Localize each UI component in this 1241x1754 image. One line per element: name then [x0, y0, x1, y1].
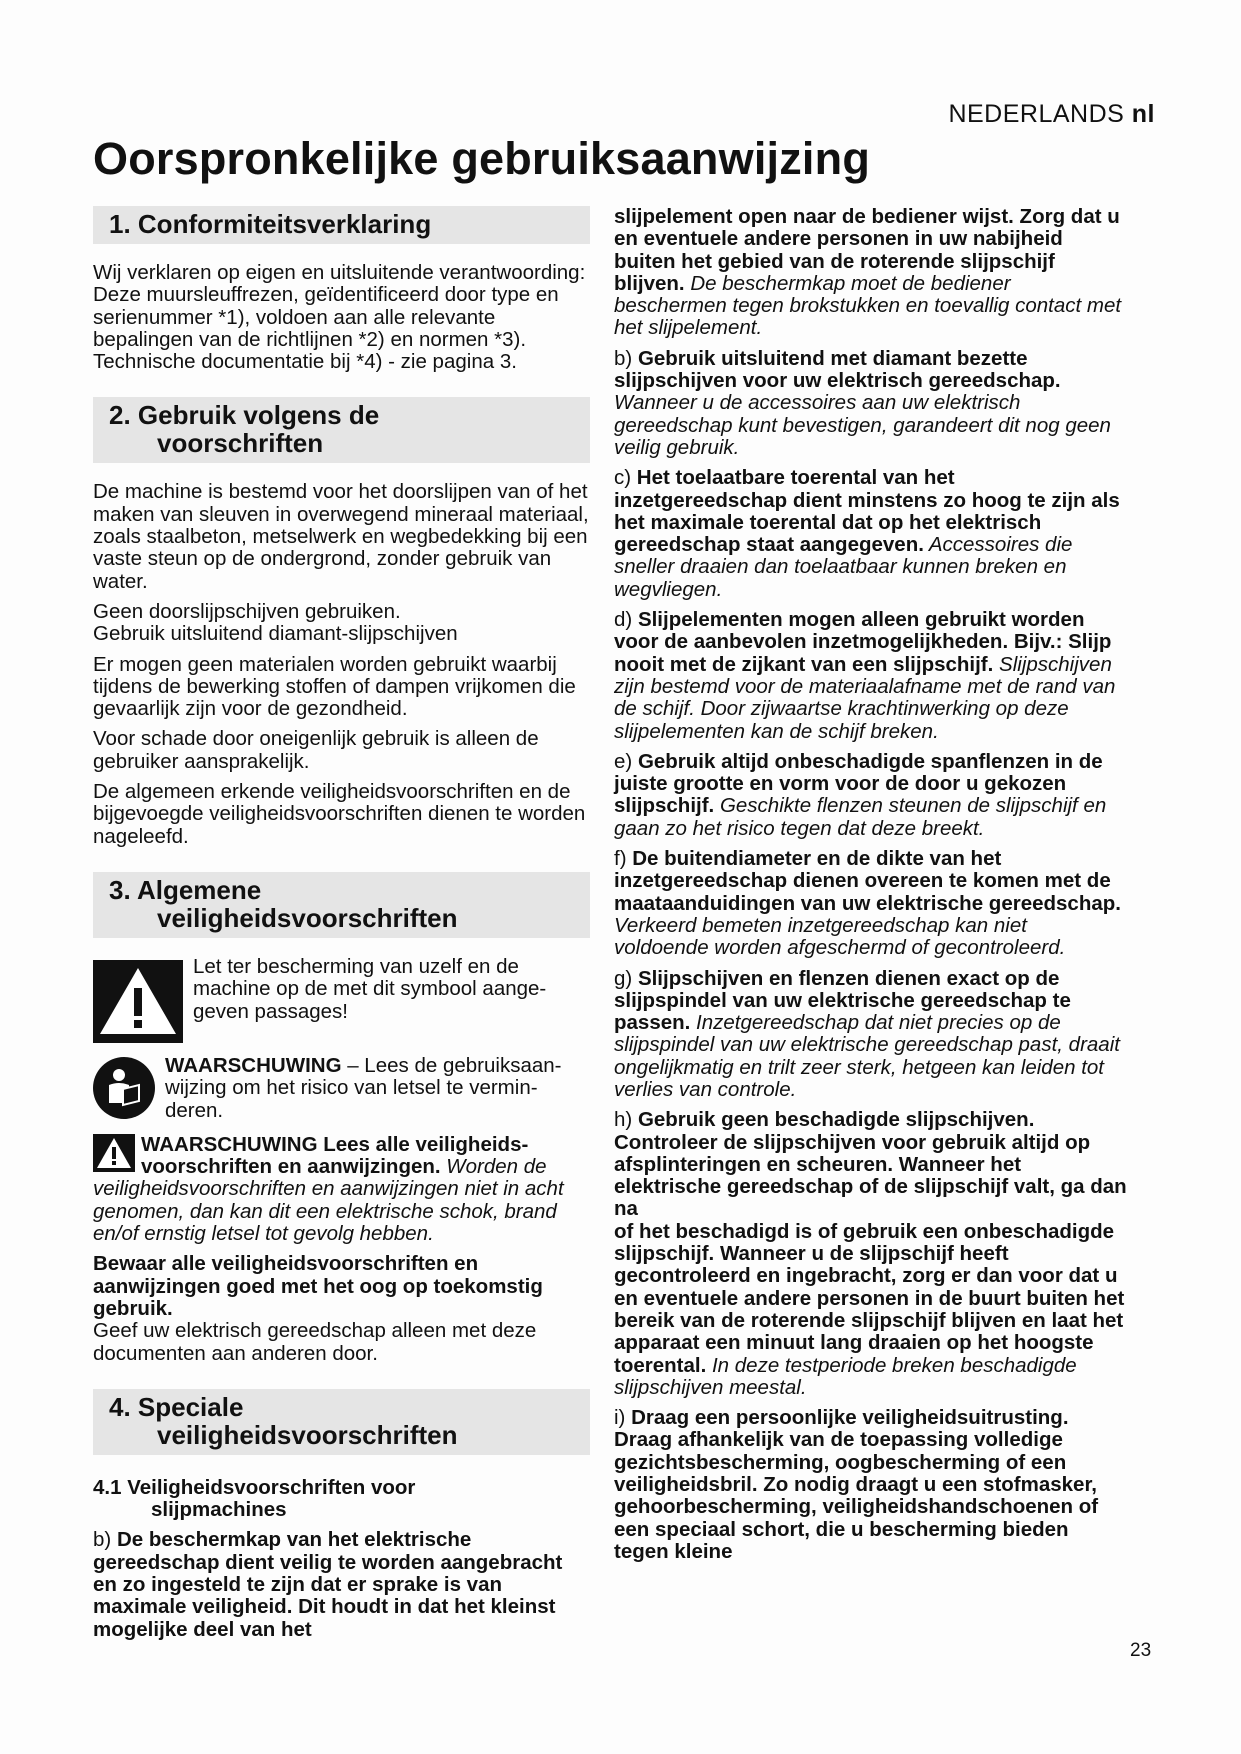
- symbol-note-text: Let ter bescherming van uzelf en de machine op de met dit symbool aange-geven passages!: [193, 954, 547, 1023]
- item-f-label: f): [614, 847, 633, 871]
- warning-triangle-icon: [93, 960, 183, 1043]
- item-c-label: c): [614, 466, 637, 490]
- item-e-label: e): [614, 749, 638, 773]
- section-2-title-line2: voorschriften: [157, 428, 324, 459]
- section-1-heading: [93, 206, 590, 244]
- item-i-bold: Draag een persoonlijke veiligheidsuitrusting. Draag afhankelijk van de toepassing volledige gezichtsbescherming, oogbescherming of een veiligheidsbril. Zo nodig draagt u een stofmasker, gehoorbescherming, veiligheidshandschoenen of een speciaal schort, die u bescherming bieden tegen kleine: [614, 1406, 1099, 1563]
- section-4-title-line2: veiligheidsvoorschriften: [157, 1419, 458, 1450]
- regulations-text: De algemeen erkende veiligheidsvoorschriften en de bijgevoegde veiligheidsvoorschriften dienen te worden nageleefd.: [93, 780, 586, 848]
- item-c-italic: Accessoires die sneller draaien dan toelaatbaar kunnen breken en wegvliegen.: [614, 533, 1073, 601]
- item-c-speed: [614, 467, 1127, 601]
- section-2-title-line1: 2. Gebruik volgens de: [109, 400, 380, 431]
- item-d-usage: [614, 609, 1127, 743]
- item-b-label: b): [93, 1528, 117, 1552]
- right-column: [614, 206, 1127, 1571]
- read-manual-icon: [93, 1057, 155, 1119]
- guard-continued-bold: slijpelement open naar de bediener wijst. Zorg dat u en eventuele andere personen in uw nabijheid buiten het gebied van de roterende slijpschijf blijven.: [614, 205, 1120, 295]
- item-e-italic: Geschikte flenzen steunen de slijpschijf en gaan zo het risico tegen dat deze breekt.: [614, 794, 1107, 840]
- subsection-4-1-line2: slijpmachines: [151, 1498, 287, 1522]
- language-code: nl: [1131, 100, 1155, 128]
- item-h-label: h): [614, 1108, 638, 1132]
- keep-instructions-bold: Bewaar alle veiligheidsvoorschriften en aanwijzingen goed met het oog op toekomstig gebruik.: [93, 1252, 543, 1320]
- disc-note-line1: Geen doorslijpschijven gebruiken.: [93, 599, 401, 623]
- item-f-diameter: [614, 848, 1127, 959]
- item-g-label: g): [614, 966, 638, 990]
- materials-text: Er mogen geen materialen worden gebruikt waarbij tijdens de bewerking stoffen of dampen vrijkomen die gevaarlijk zijn voor de gezondheid.: [93, 652, 576, 721]
- warning-2-paragraph: [93, 1134, 590, 1245]
- conformity-text: Wij verklaren op eigen en uitsluitende verantwoording: Deze muursleuffrezen, geïdentificeerd door type en serienummer *1), voldoen aan alle relevante bepalingen van de richtlijnen *2) en normen *3). Technische documentatie bij *4) - zie pagina 3.: [93, 261, 586, 374]
- page-title: Oorspronkelijke gebruiksaanwijzing: [93, 133, 871, 184]
- item-h-italic: In deze testperiode breken beschadigde slijpschijven meestal.: [614, 1353, 1077, 1399]
- item-b-diamond-italic: Wanneer u de accessoires aan uw elektrisch gereedschap kunt bevestigen, garandeert dit nog geen veilig gebruik.: [614, 391, 1111, 459]
- item-g-spindle: [614, 968, 1127, 1102]
- small-warning-triangle-icon: [93, 1134, 135, 1172]
- language-name: NEDERLANDS: [948, 100, 1125, 128]
- subsection-4-1-heading: [93, 1477, 590, 1522]
- item-b-diamond: [614, 348, 1127, 459]
- item-d-italic: Slijpschijven zijn bestemd voor de materiaalafname met de rand van de schijf. Door zijwaartse krachtinwerking op deze slijpelementen kan de schijf breken.: [614, 652, 1116, 743]
- section-2-heading: [93, 397, 590, 463]
- guard-continued-italic: De beschermkap moet de bediener beschermen tegen brokstukken en toevallig contact met het slijpelement.: [614, 271, 1122, 340]
- intended-use-text: De machine is bestemd voor het doorslijpen van of het maken van sleuven in overwegend mineraal materiaal, zoals staalbeton, metselwerk en wegbedekking bij een vaste steun op de ondergrond, zonder gebruik van water.: [93, 480, 589, 593]
- section-4-title-line1: 4. Speciale: [109, 1391, 244, 1422]
- item-d-label: d): [614, 608, 638, 632]
- warning-2-bold: WAARSCHUWING Lees alle veiligheids-voorschriften en aanwijzingen.: [141, 1132, 529, 1179]
- read-manual-row: [93, 1055, 590, 1122]
- section-3-title-line2: veiligheidsvoorschriften: [157, 902, 458, 933]
- section-3-title-line1: 3. Algemene: [109, 874, 262, 905]
- section-1-title: 1. Conformiteitsverklaring: [109, 209, 432, 239]
- disc-note: [93, 601, 590, 646]
- item-e-flanges: [614, 751, 1127, 840]
- language-label: [948, 100, 1155, 129]
- item-b-bold: De beschermkap van het elektrische gereedschap dient veilig te worden aangebracht en zo ingesteld te zijn dat er sprake is van maximale veiligheid. Dit houdt in dat het kleinst mogelijke deel van het: [93, 1528, 563, 1641]
- page-number: 23: [1130, 1640, 1152, 1661]
- subsection-4-1-line1: 4.1 Veiligheidsvoorschriften voor: [93, 1475, 416, 1499]
- section-3-heading: [93, 872, 590, 938]
- item-f-bold: De buitendiameter en de dikte van het inzetgereedschap dienen overeen te komen met de maataanduidingen van uw elektrische gereedschap.: [614, 847, 1121, 915]
- item-f-italic: Verkeerd bemeten inzetgereedschap kan niet voldoende worden afgeschermd of gecontroleerd.: [614, 913, 1066, 960]
- guard-continued: [614, 206, 1127, 340]
- item-g-italic: Inzetgereedschap dat niet precies op de slijpspindel van uw elektrische gereedschap past, draait ongelijkmatig en trilt zeer sterk, hetgeen kan leiden tot verlies van controle.: [614, 1011, 1120, 1101]
- item-b-diamond-bold: Gebruik uitsluitend met diamant bezette slijpschijven voor uw elektrisch gereedschap.: [614, 346, 1061, 393]
- left-column: [93, 206, 590, 1649]
- warning-1-text: – Lees de gebruiksaan-wijzing om het risico van letsel te vermin-deren.: [165, 1053, 562, 1122]
- item-h-bold-2: of het beschadigd is of gebruik een onbeschadigde slijpschijf. Wanneer u de slijpschijf heeft gecontroleerd en ingebracht, zorg er dan voor dat u en eventuele andere personen in de buurt buiten het bereik van de roterende slijpschijf blijven en laat het apparaat een minuut lang draaien op het hoogste toerental.: [614, 1219, 1125, 1377]
- item-h-damaged: [614, 1109, 1127, 1399]
- item-b-guard: [93, 1529, 590, 1640]
- keep-instructions: [93, 1253, 590, 1364]
- item-i-ppe: [614, 1407, 1127, 1563]
- item-i-label: i): [614, 1406, 632, 1430]
- item-d-bold: Slijpelementen mogen alleen gebruikt worden voor de aanbevolen inzetmogelijkheden. Bijv.: Slijp nooit met de zijkant van een slijpschijf.: [614, 608, 1112, 676]
- disc-note-line2: Gebruik uitsluitend diamant-slijpschijven: [93, 622, 458, 646]
- item-c-bold: Het toelaatbare toerental van het inzetgereedschap dient minstens zo hoog te zijn als het maximale toerental dat op het elektrisch gereedschap staat aangegeven.: [614, 466, 1120, 557]
- keep-instructions-text: Geef uw elektrisch gereedschap alleen met deze documenten aan anderen door.: [93, 1319, 537, 1365]
- warning-2-italic: Worden de veiligheidsvoorschriften en aanwijzingen niet in acht genomen, dan kan dit een elektrische schok, brand en/of ernstig letsel tot gevolg hebben.: [93, 1155, 564, 1246]
- item-b-diamond-label: b): [614, 346, 638, 370]
- section-4-heading: [93, 1389, 590, 1455]
- liability-text: Voor schade door oneigenlijk gebruik is alleen de gebruiker aansprakelijk.: [93, 727, 539, 773]
- item-g-bold: Slijpschijven en flenzen dienen exact op de slijpspindel van uw elektrische gereedschap te passen.: [614, 966, 1071, 1035]
- symbol-note-row: [93, 956, 590, 1043]
- warning-1-label: WAARSCHUWING: [165, 1053, 342, 1077]
- item-e-bold: Gebruik altijd onbeschadigde spanflenzen in de juiste grootte en vorm voor de door u gekozen slijpschijf.: [614, 749, 1103, 818]
- item-h-bold-1: Gebruik geen beschadigde slijpschijven. Controleer de slijpschijven voor gebruik altijd op afsplinteringen en scheuren. Wanneer het elektrische gereedschap of de slijpschijf valt, ga dan na: [614, 1108, 1127, 1221]
